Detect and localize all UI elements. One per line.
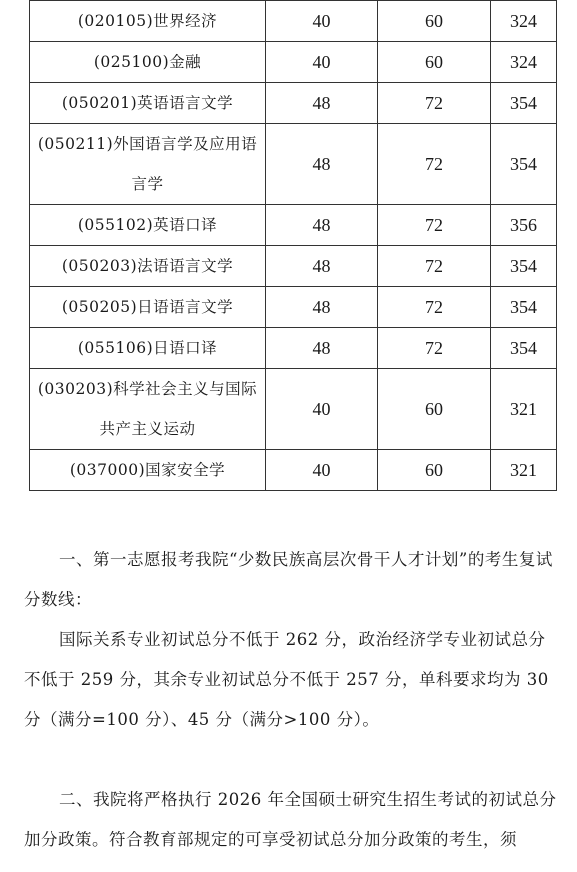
score-cell: 72 (378, 287, 491, 328)
score-cell: 48 (266, 124, 378, 205)
total-cell: 354 (491, 124, 557, 205)
section1-heading: 一、第一志愿报考我院“少数民族高层次骨干人才计划”的考生复试分数线： (24, 550, 553, 609)
table-row (30, 42, 557, 83)
major-cell: (055102)英语口译 (30, 205, 266, 246)
major-cell: (050205)日语语言文学 (30, 287, 266, 328)
major-line: 言学 (131, 175, 164, 193)
score-cell: 48 (266, 205, 378, 246)
total-cell: 321 (491, 369, 557, 450)
score-cell: 48 (266, 246, 378, 287)
score-cell: 72 (378, 83, 491, 124)
section2-body: 二、我院将严格执行 2026 年全国硕士研究生招生考试的初试总分加分政策。符合教育部规定的可享受初试总分加分政策的考生，须 (24, 790, 557, 849)
score-cell: 72 (378, 246, 491, 287)
total-cell: 324 (491, 1, 557, 42)
total-cell: 321 (491, 450, 557, 491)
major-cell: (037000)国家安全学 (30, 450, 266, 491)
section1-body: 国际关系专业初试总分不低于 262 分，政治经济学专业初试总分不低于 259 分，其余专业初试总分不低于 257 分，单科要求均为 30 分（满分=100 分）、45 分（满分>100 分）。 (24, 630, 549, 729)
total-cell: 354 (491, 328, 557, 369)
major-cell: (025100)金融 (30, 42, 266, 83)
major-cell: (050201)英语语言文学 (30, 83, 266, 124)
score-cell: 60 (378, 1, 491, 42)
score-cell: 40 (266, 42, 378, 83)
major-cell: (055106)日语口译 (30, 328, 266, 369)
major-cell: (050203)法语语言文学 (30, 246, 266, 287)
total-cell: 354 (491, 83, 557, 124)
score-cell: 60 (378, 42, 491, 83)
score-cell: 40 (266, 450, 378, 491)
major-cell (30, 369, 266, 450)
score-cell: 72 (378, 328, 491, 369)
score-cell: 40 (266, 369, 378, 450)
table-row (30, 246, 557, 287)
major-line: 共产主义运动 (99, 420, 196, 438)
table-row (30, 369, 557, 450)
table-row (30, 83, 557, 124)
score-cell: 40 (266, 1, 378, 42)
table-row (30, 1, 557, 42)
score-cell: 48 (266, 83, 378, 124)
major-cell: (020105)世界经济 (30, 1, 266, 42)
major-cell (30, 124, 266, 205)
score-cell: 48 (266, 328, 378, 369)
total-cell: 354 (491, 246, 557, 287)
table-row (30, 287, 557, 328)
total-cell: 354 (491, 287, 557, 328)
major-line: (030203)科学社会主义与国际 (37, 380, 258, 398)
total-cell: 356 (491, 205, 557, 246)
score-cell: 72 (378, 124, 491, 205)
table-row (30, 205, 557, 246)
score-cell: 60 (378, 369, 491, 450)
table-row (30, 450, 557, 491)
table-row (30, 328, 557, 369)
major-line: (050211)外国语言学及应用语 (37, 135, 258, 153)
total-cell: 324 (491, 42, 557, 83)
table-row (30, 124, 557, 205)
score-cell: 60 (378, 450, 491, 491)
score-table (29, 0, 557, 491)
score-cell: 72 (378, 205, 491, 246)
score-cell: 48 (266, 287, 378, 328)
